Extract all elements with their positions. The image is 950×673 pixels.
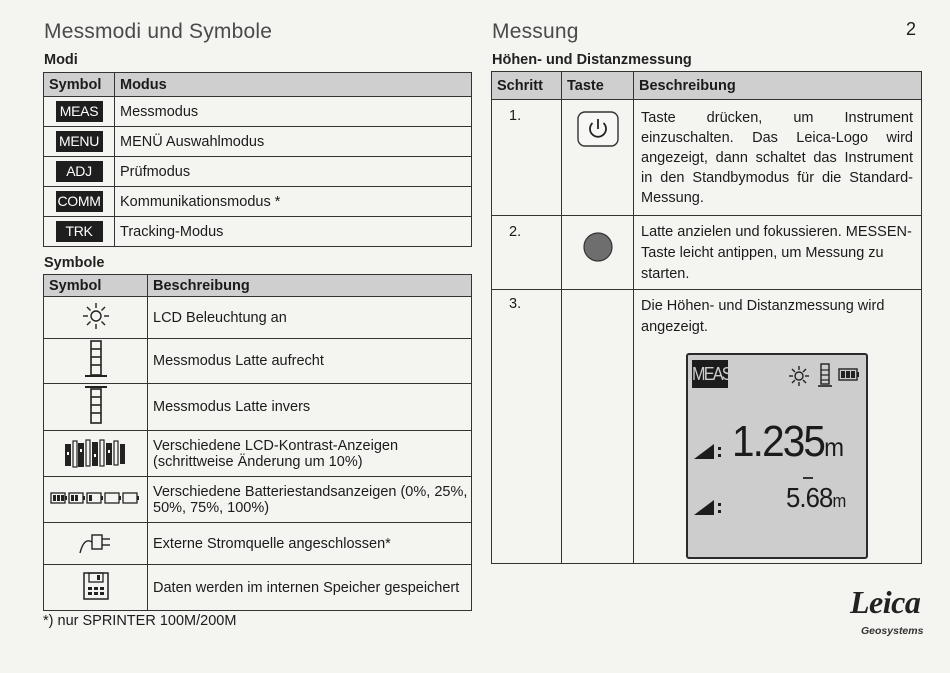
header-taste: Taste [562,72,634,100]
symbol-row [44,431,472,477]
modi-row [44,187,472,217]
step-number: 3. [492,290,562,564]
battery-icon [50,490,142,506]
modi-text: Prüfmodus [115,157,472,187]
modi-text: Tracking-Modus [115,217,472,247]
symbol-row [44,523,472,565]
lcd-mode-badge: MEAS [692,360,728,388]
trk-badge: TRK [56,221,103,242]
symbole-header-symbol: Symbol [44,275,148,297]
distance-unit: m [832,491,847,511]
height-value: 1.235 [732,417,825,466]
modi-row [44,217,472,247]
symbol-row [44,339,472,384]
modi-header-modus: Modus [115,73,472,97]
symbol-text: Messmodus Latte invers [148,384,472,431]
symbol-text: Externe Stromquelle angeschlossen* [148,523,472,565]
symbole-header-beschreibung: Beschreibung [148,275,472,297]
staff-upright-icon [818,363,832,387]
distance-value: 5.68 [786,482,833,513]
symbol-text: LCD Beleuchtung an [148,297,472,339]
measure-button-icon[interactable] [581,230,615,264]
leica-logo: Leica [850,584,921,620]
modi-header-symbol: Symbol [44,73,115,97]
symbole-heading: Symbole [44,255,105,271]
power-button-icon[interactable] [576,110,620,148]
distance-icon [692,497,726,517]
left-page-title: Messmodi und Symbole [44,20,273,43]
battery-icon [838,368,860,381]
sun-icon [788,365,810,387]
memory-icon [82,571,110,601]
right-page-title: Messung [492,20,579,43]
step-row [492,100,922,216]
symbol-text: Verschiedene Batteriestandsanzeigen (0%, 25%, 50%, 75%, 100%) [148,477,472,523]
comm-badge: COMM [56,191,103,212]
modi-row [44,97,472,127]
step-description: Die Höhen- und Distanzmessung wird angezeigt. [641,298,885,335]
staff-upright-icon [81,339,111,379]
symbole-table [43,274,472,611]
step-number: 2. [492,216,562,290]
modi-table [43,72,472,247]
adj-badge: ADJ [56,161,103,182]
menu-badge: MENU [56,131,103,152]
modi-text: Kommunikationsmodus * [115,187,472,217]
page-number: 2 [906,19,917,39]
messung-subheading: Höhen- und Distanzmessung [492,52,692,68]
symbol-row [44,297,472,339]
modi-row [44,157,472,187]
symbol-row [44,565,472,611]
symbol-text: Verschiedene LCD-Kontrast-Anzeigen (schrittweise Änderung um 10%) [148,431,472,477]
contrast-icon [63,434,129,470]
step-number: 1. [492,100,562,216]
symbol-text: Messmodus Latte aufrecht [148,339,472,384]
footnote: *) nur SPRINTER 100M/200M [43,613,237,629]
header-beschreibung: Beschreibung [634,72,922,100]
step-description: Taste drücken, um Instrument einzuschalten. Das Leica-Logo wird angezeigt, dann schaltet das Instrument in den Standbymodus für die Standard-Messung. [634,100,922,216]
symbol-text: Daten werden im internen Speicher gespeichert [148,565,472,611]
modi-heading: Modi [44,52,78,68]
symbol-row [44,384,472,431]
height-unit: m [824,432,845,462]
meas-badge: MEAS [56,101,103,122]
plug-icon [78,529,114,555]
modi-text: MENÜ Auswahlmodus [115,127,472,157]
sun-icon [81,301,111,331]
modi-text: Messmodus [115,97,472,127]
staff-inverted-icon [81,384,111,426]
height-icon [692,441,726,461]
header-schritt: Schritt [492,72,562,100]
symbol-row [44,477,472,523]
step-description: Latte anzielen und fokussieren. MESSEN-Taste leicht antippen, um Messung zu starten. [634,216,922,290]
modi-row [44,127,472,157]
step-row [492,216,922,290]
lcd-display [686,353,868,559]
geosystems-label: Geosystems [861,625,924,637]
